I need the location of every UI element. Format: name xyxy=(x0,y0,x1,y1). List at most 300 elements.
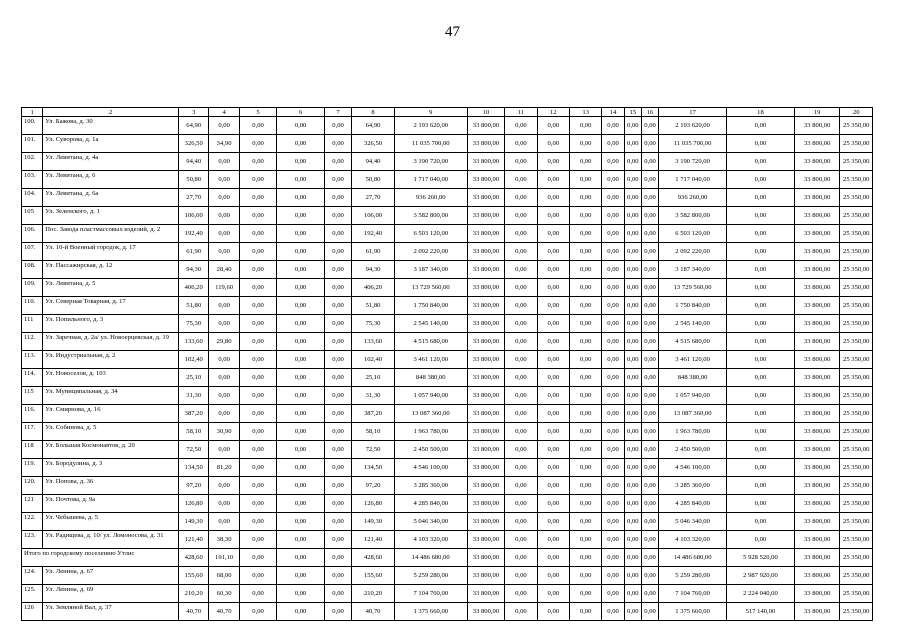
value-cell: 0,00 xyxy=(537,387,569,405)
value-cell: 29,80 xyxy=(209,333,239,351)
value-cell: 33 800,00 xyxy=(794,531,840,549)
value-cell: 0,00 xyxy=(239,531,276,549)
value-cell: 3 582 800,00 xyxy=(659,207,727,225)
value-cell: 0,00 xyxy=(641,225,658,243)
value-cell: 33 800,00 xyxy=(794,135,840,153)
value-cell: 0,00 xyxy=(209,297,239,315)
value-cell: 0,00 xyxy=(602,207,624,225)
table-row xyxy=(22,207,873,225)
value-cell: 3 187 340,00 xyxy=(659,261,727,279)
table-row xyxy=(22,369,873,387)
value-cell: 0,00 xyxy=(602,567,624,585)
value-cell: 0,00 xyxy=(209,117,239,135)
value-cell: 0,00 xyxy=(277,459,325,477)
value-cell: 33 800,00 xyxy=(467,279,504,297)
value-cell: 0,00 xyxy=(537,585,569,603)
value-cell: 0,00 xyxy=(537,459,569,477)
value-cell: 40,70 xyxy=(209,603,239,621)
row-number: 121 xyxy=(22,495,43,513)
value-cell: 387,20 xyxy=(352,405,395,423)
value-cell: 0,00 xyxy=(209,351,239,369)
value-cell: 0,00 xyxy=(239,243,276,261)
value-cell: 0,00 xyxy=(277,279,325,297)
header-row xyxy=(22,108,873,117)
value-cell: 3 187 340,00 xyxy=(394,261,467,279)
value-cell: 0,00 xyxy=(602,135,624,153)
value-cell: 0,00 xyxy=(727,459,795,477)
value-cell: 0,00 xyxy=(727,153,795,171)
table-row xyxy=(22,441,873,459)
row-number: 120. xyxy=(22,477,43,495)
value-cell: 0,00 xyxy=(505,459,537,477)
address-cell: Ул. Левитана, д. 4а xyxy=(43,153,179,171)
total-value-cell: 25 350,00 xyxy=(840,549,873,567)
column-header: 5 xyxy=(239,108,276,117)
table-row xyxy=(22,567,873,585)
value-cell: 2 193 620,00 xyxy=(394,117,467,135)
address-cell: Ул. Муниципальная, д. 34 xyxy=(43,387,179,405)
row-number: 102. xyxy=(22,153,43,171)
value-cell: 0,00 xyxy=(239,279,276,297)
value-cell: 0,00 xyxy=(624,153,641,171)
value-cell: 13 729 560,00 xyxy=(659,279,727,297)
value-cell: 0,00 xyxy=(602,153,624,171)
table-row xyxy=(22,153,873,171)
value-cell: 94,40 xyxy=(352,153,395,171)
row-number: 115 xyxy=(22,387,43,405)
row-number: 109. xyxy=(22,279,43,297)
value-cell: 936 260,00 xyxy=(659,189,727,207)
table-row xyxy=(22,117,873,135)
table-row xyxy=(22,531,873,549)
value-cell: 0,00 xyxy=(239,135,276,153)
row-number: 122. xyxy=(22,513,43,531)
value-cell: 5 046 340,00 xyxy=(394,513,467,531)
value-cell: 4 103 320,00 xyxy=(659,531,727,549)
value-cell: 0,00 xyxy=(570,171,602,189)
value-cell: 0,00 xyxy=(602,189,624,207)
value-cell: 1 750 840,00 xyxy=(659,297,727,315)
row-number: 117. xyxy=(22,423,43,441)
value-cell: 2 092 220,00 xyxy=(394,243,467,261)
value-cell: 0,00 xyxy=(727,315,795,333)
value-cell: 6 503 120,00 xyxy=(394,225,467,243)
total-value-cell: 0,00 xyxy=(324,549,351,567)
value-cell: 0,00 xyxy=(570,261,602,279)
value-cell: 25 350,00 xyxy=(840,243,873,261)
value-cell: 25 350,00 xyxy=(840,279,873,297)
value-cell: 0,00 xyxy=(277,189,325,207)
value-cell: 126,80 xyxy=(352,495,395,513)
value-cell: 25 350,00 xyxy=(840,405,873,423)
value-cell: 517 140,00 xyxy=(727,603,795,621)
value-cell: 2 450 500,00 xyxy=(394,441,467,459)
column-header: 14 xyxy=(602,108,624,117)
value-cell: 33 800,00 xyxy=(794,369,840,387)
address-cell: Ул. Левитана, д. 5 xyxy=(43,279,179,297)
total-value-cell: 0,00 xyxy=(277,549,325,567)
value-cell: 106,00 xyxy=(352,207,395,225)
value-cell: 0,00 xyxy=(602,351,624,369)
value-cell: 58,10 xyxy=(179,423,209,441)
value-cell: 0,00 xyxy=(277,171,325,189)
value-cell: 0,00 xyxy=(324,513,351,531)
value-cell: 94,40 xyxy=(179,153,209,171)
value-cell: 0,00 xyxy=(570,387,602,405)
value-cell: 33 800,00 xyxy=(467,297,504,315)
value-cell: 0,00 xyxy=(570,585,602,603)
address-cell: Ул. Попова, д. 36 xyxy=(43,477,179,495)
value-cell: 0,00 xyxy=(570,441,602,459)
value-cell: 0,00 xyxy=(602,531,624,549)
value-cell: 0,00 xyxy=(209,315,239,333)
value-cell: 0,00 xyxy=(209,171,239,189)
address-cell: Ул. Радищева, д. 10/ ул. Ломоносова, д. 31 xyxy=(43,531,179,549)
value-cell: 4 285 840,00 xyxy=(394,495,467,513)
value-cell: 0,00 xyxy=(570,459,602,477)
total-value-cell: 14 486 680,00 xyxy=(394,549,467,567)
value-cell: 72,50 xyxy=(352,441,395,459)
value-cell: 0,00 xyxy=(602,297,624,315)
value-cell: 0,00 xyxy=(537,603,569,621)
value-cell: 51,80 xyxy=(179,297,209,315)
value-cell: 0,00 xyxy=(239,495,276,513)
value-cell: 0,00 xyxy=(641,477,658,495)
column-header: 11 xyxy=(505,108,537,117)
row-number: 118 xyxy=(22,441,43,459)
value-cell: 0,00 xyxy=(324,477,351,495)
value-cell: 0,00 xyxy=(324,387,351,405)
value-cell: 192,40 xyxy=(352,225,395,243)
value-cell: 0,00 xyxy=(570,243,602,261)
value-cell: 0,00 xyxy=(209,369,239,387)
value-cell: 33 800,00 xyxy=(794,207,840,225)
table-row xyxy=(22,261,873,279)
table-row xyxy=(22,603,873,621)
value-cell: 0,00 xyxy=(570,495,602,513)
value-cell: 0,00 xyxy=(570,297,602,315)
table-row xyxy=(22,387,873,405)
value-cell: 0,00 xyxy=(324,153,351,171)
value-cell: 119,60 xyxy=(209,279,239,297)
value-cell: 0,00 xyxy=(641,261,658,279)
value-cell: 0,00 xyxy=(537,333,569,351)
value-cell: 0,00 xyxy=(209,207,239,225)
value-cell: 33 800,00 xyxy=(794,603,840,621)
value-cell: 1 963 780,00 xyxy=(394,423,467,441)
value-cell: 0,00 xyxy=(209,225,239,243)
value-cell: 0,00 xyxy=(537,135,569,153)
value-cell: 33 800,00 xyxy=(467,585,504,603)
value-cell: 33 800,00 xyxy=(467,315,504,333)
value-cell: 33 800,00 xyxy=(467,261,504,279)
address-cell: Ул. Заречная, д. 2а/ ул. Новоерцевская, д. 19 xyxy=(43,333,179,351)
value-cell: 0,00 xyxy=(641,441,658,459)
value-cell: 25 350,00 xyxy=(840,603,873,621)
value-cell: 33 800,00 xyxy=(467,567,504,585)
data-table xyxy=(21,107,873,621)
address-cell: Ул. Собинова, д. 5 xyxy=(43,423,179,441)
value-cell: 0,00 xyxy=(324,405,351,423)
value-cell: 0,00 xyxy=(537,171,569,189)
value-cell: 0,00 xyxy=(277,567,325,585)
value-cell: 0,00 xyxy=(537,117,569,135)
value-cell: 0,00 xyxy=(727,351,795,369)
value-cell: 0,00 xyxy=(727,243,795,261)
value-cell: 134,50 xyxy=(179,459,209,477)
value-cell: 1 750 840,00 xyxy=(394,297,467,315)
value-cell: 0,00 xyxy=(505,405,537,423)
value-cell: 0,00 xyxy=(624,297,641,315)
value-cell: 0,00 xyxy=(624,189,641,207)
value-cell: 0,00 xyxy=(624,423,641,441)
value-cell: 33 800,00 xyxy=(467,135,504,153)
value-cell: 0,00 xyxy=(602,459,624,477)
value-cell: 0,00 xyxy=(239,477,276,495)
value-cell: 1 057 940,00 xyxy=(659,387,727,405)
value-cell: 2 987 920,00 xyxy=(727,567,795,585)
value-cell: 0,00 xyxy=(537,261,569,279)
value-cell: 0,00 xyxy=(239,567,276,585)
value-cell: 848 380,00 xyxy=(659,369,727,387)
value-cell: 0,00 xyxy=(239,117,276,135)
value-cell: 0,00 xyxy=(277,387,325,405)
value-cell: 0,00 xyxy=(570,333,602,351)
table-row xyxy=(22,405,873,423)
value-cell: 0,00 xyxy=(727,171,795,189)
value-cell: 0,00 xyxy=(277,243,325,261)
value-cell: 133,60 xyxy=(352,333,395,351)
value-cell: 0,00 xyxy=(324,261,351,279)
value-cell: 0,00 xyxy=(602,171,624,189)
value-cell: 0,00 xyxy=(570,603,602,621)
value-cell: 1 717 040,00 xyxy=(394,171,467,189)
value-cell: 0,00 xyxy=(537,369,569,387)
table-row xyxy=(22,297,873,315)
value-cell: 0,00 xyxy=(727,207,795,225)
value-cell: 0,00 xyxy=(537,513,569,531)
value-cell: 25 350,00 xyxy=(840,567,873,585)
value-cell: 155,60 xyxy=(352,567,395,585)
value-cell: 25 350,00 xyxy=(840,441,873,459)
value-cell: 97,20 xyxy=(179,477,209,495)
value-cell: 1 057 940,00 xyxy=(394,387,467,405)
row-number: 101. xyxy=(22,135,43,153)
value-cell: 0,00 xyxy=(641,585,658,603)
value-cell: 0,00 xyxy=(570,369,602,387)
value-cell: 0,00 xyxy=(505,333,537,351)
value-cell: 0,00 xyxy=(727,369,795,387)
value-cell: 0,00 xyxy=(277,369,325,387)
value-cell: 75,30 xyxy=(352,315,395,333)
value-cell: 0,00 xyxy=(727,441,795,459)
value-cell: 0,00 xyxy=(277,441,325,459)
value-cell: 33 800,00 xyxy=(794,315,840,333)
value-cell: 33 800,00 xyxy=(794,243,840,261)
value-cell: 5 259 280,00 xyxy=(394,567,467,585)
value-cell: 0,00 xyxy=(624,117,641,135)
value-cell: 40,70 xyxy=(179,603,209,621)
value-cell: 33 800,00 xyxy=(467,171,504,189)
value-cell: 0,00 xyxy=(277,513,325,531)
value-cell: 33 800,00 xyxy=(467,243,504,261)
value-cell: 0,00 xyxy=(505,153,537,171)
value-cell: 0,00 xyxy=(324,423,351,441)
value-cell: 0,00 xyxy=(537,531,569,549)
value-cell: 75,30 xyxy=(179,315,209,333)
value-cell: 72,50 xyxy=(179,441,209,459)
value-cell: 0,00 xyxy=(537,297,569,315)
value-cell: 0,00 xyxy=(324,135,351,153)
value-cell: 33 800,00 xyxy=(794,279,840,297)
value-cell: 0,00 xyxy=(277,531,325,549)
value-cell: 3 461 120,00 xyxy=(659,351,727,369)
value-cell: 30,90 xyxy=(209,423,239,441)
value-cell: 0,00 xyxy=(624,531,641,549)
value-cell: 33 800,00 xyxy=(794,117,840,135)
value-cell: 33 800,00 xyxy=(467,531,504,549)
row-number: 105 xyxy=(22,207,43,225)
value-cell: 0,00 xyxy=(624,387,641,405)
value-cell: 0,00 xyxy=(505,423,537,441)
value-cell: 2 224 040,00 xyxy=(727,585,795,603)
value-cell: 25,10 xyxy=(179,369,209,387)
value-cell: 0,00 xyxy=(324,243,351,261)
value-cell: 0,00 xyxy=(209,243,239,261)
value-cell: 5 259 280,00 xyxy=(659,567,727,585)
value-cell: 0,00 xyxy=(505,135,537,153)
value-cell: 0,00 xyxy=(324,495,351,513)
column-header: 10 xyxy=(467,108,504,117)
value-cell: 25 350,00 xyxy=(840,297,873,315)
value-cell: 33 800,00 xyxy=(467,459,504,477)
value-cell: 0,00 xyxy=(624,135,641,153)
value-cell: 0,00 xyxy=(602,495,624,513)
value-cell: 0,00 xyxy=(277,333,325,351)
address-cell: Ул. Левитана, д. 6а xyxy=(43,189,179,207)
value-cell: 94,30 xyxy=(352,261,395,279)
row-number: 103. xyxy=(22,171,43,189)
value-cell: 387,20 xyxy=(179,405,209,423)
value-cell: 25 350,00 xyxy=(840,171,873,189)
value-cell: 121,40 xyxy=(179,531,209,549)
value-cell: 0,00 xyxy=(641,603,658,621)
value-cell: 64,90 xyxy=(179,117,209,135)
value-cell: 0,00 xyxy=(537,279,569,297)
address-cell: Ул. Пассажирская, д. 12 xyxy=(43,261,179,279)
value-cell: 33 800,00 xyxy=(467,495,504,513)
value-cell: 6 503 120,00 xyxy=(659,225,727,243)
value-cell: 0,00 xyxy=(624,603,641,621)
value-cell: 33 800,00 xyxy=(467,405,504,423)
value-cell: 33 800,00 xyxy=(467,189,504,207)
value-cell: 25 350,00 xyxy=(840,585,873,603)
value-cell: 33 800,00 xyxy=(794,261,840,279)
value-cell: 0,00 xyxy=(624,279,641,297)
value-cell: 33 800,00 xyxy=(467,477,504,495)
value-cell: 0,00 xyxy=(602,315,624,333)
total-value-cell: 33 800,00 xyxy=(794,549,840,567)
value-cell: 27,70 xyxy=(352,189,395,207)
value-cell: 33 800,00 xyxy=(794,171,840,189)
value-cell: 33 800,00 xyxy=(794,189,840,207)
value-cell: 0,00 xyxy=(624,369,641,387)
value-cell: 0,00 xyxy=(239,423,276,441)
value-cell: 0,00 xyxy=(641,333,658,351)
value-cell: 0,00 xyxy=(602,513,624,531)
value-cell: 0,00 xyxy=(727,279,795,297)
value-cell: 0,00 xyxy=(624,495,641,513)
value-cell: 0,00 xyxy=(505,531,537,549)
value-cell: 0,00 xyxy=(239,225,276,243)
value-cell: 0,00 xyxy=(641,351,658,369)
value-cell: 0,00 xyxy=(727,423,795,441)
value-cell: 0,00 xyxy=(239,261,276,279)
value-cell: 0,00 xyxy=(641,153,658,171)
table-row xyxy=(22,513,873,531)
value-cell: 0,00 xyxy=(277,495,325,513)
value-cell: 326,50 xyxy=(179,135,209,153)
value-cell: 25,10 xyxy=(352,369,395,387)
total-value-cell: 33 800,00 xyxy=(467,549,504,567)
value-cell: 5 046 340,00 xyxy=(659,513,727,531)
value-cell: 0,00 xyxy=(641,423,658,441)
value-cell: 3 461 120,00 xyxy=(394,351,467,369)
address-cell: Ул. Большая Космонавтов, д. 20 xyxy=(43,441,179,459)
value-cell: 0,00 xyxy=(602,243,624,261)
value-cell: 0,00 xyxy=(239,369,276,387)
page-number: 47 xyxy=(445,24,460,40)
value-cell: 0,00 xyxy=(239,603,276,621)
column-header: 19 xyxy=(794,108,840,117)
value-cell: 0,00 xyxy=(505,513,537,531)
value-cell: 25 350,00 xyxy=(840,117,873,135)
value-cell: 406,20 xyxy=(179,279,209,297)
value-cell: 33 800,00 xyxy=(794,477,840,495)
table-row xyxy=(22,333,873,351)
value-cell: 0,00 xyxy=(727,297,795,315)
value-cell: 0,00 xyxy=(277,423,325,441)
address-cell: Ул. Бажова, д. 30 xyxy=(43,117,179,135)
address-cell: Ул. Почтова, д. 9а xyxy=(43,495,179,513)
value-cell: 0,00 xyxy=(324,189,351,207)
column-header: 2 xyxy=(43,108,179,117)
value-cell: 33 800,00 xyxy=(794,567,840,585)
value-cell: 1 717 040,00 xyxy=(659,171,727,189)
value-cell: 3 285 360,00 xyxy=(659,477,727,495)
value-cell: 0,00 xyxy=(602,279,624,297)
value-cell: 0,00 xyxy=(277,603,325,621)
value-cell: 0,00 xyxy=(727,135,795,153)
value-cell: 848 380,00 xyxy=(394,369,467,387)
value-cell: 0,00 xyxy=(602,603,624,621)
value-cell: 0,00 xyxy=(641,135,658,153)
value-cell: 0,00 xyxy=(277,135,325,153)
column-header: 3 xyxy=(179,108,209,117)
total-value-cell: 5 928 520,00 xyxy=(727,549,795,567)
row-number: 110. xyxy=(22,297,43,315)
value-cell: 155,60 xyxy=(179,567,209,585)
value-cell: 0,00 xyxy=(505,207,537,225)
value-cell: 0,00 xyxy=(570,405,602,423)
value-cell: 0,00 xyxy=(641,315,658,333)
value-cell: 0,00 xyxy=(624,225,641,243)
row-number: 123. xyxy=(22,531,43,549)
column-header: 13 xyxy=(570,108,602,117)
value-cell: 0,00 xyxy=(324,225,351,243)
value-cell: 0,00 xyxy=(624,243,641,261)
value-cell: 25 350,00 xyxy=(840,459,873,477)
